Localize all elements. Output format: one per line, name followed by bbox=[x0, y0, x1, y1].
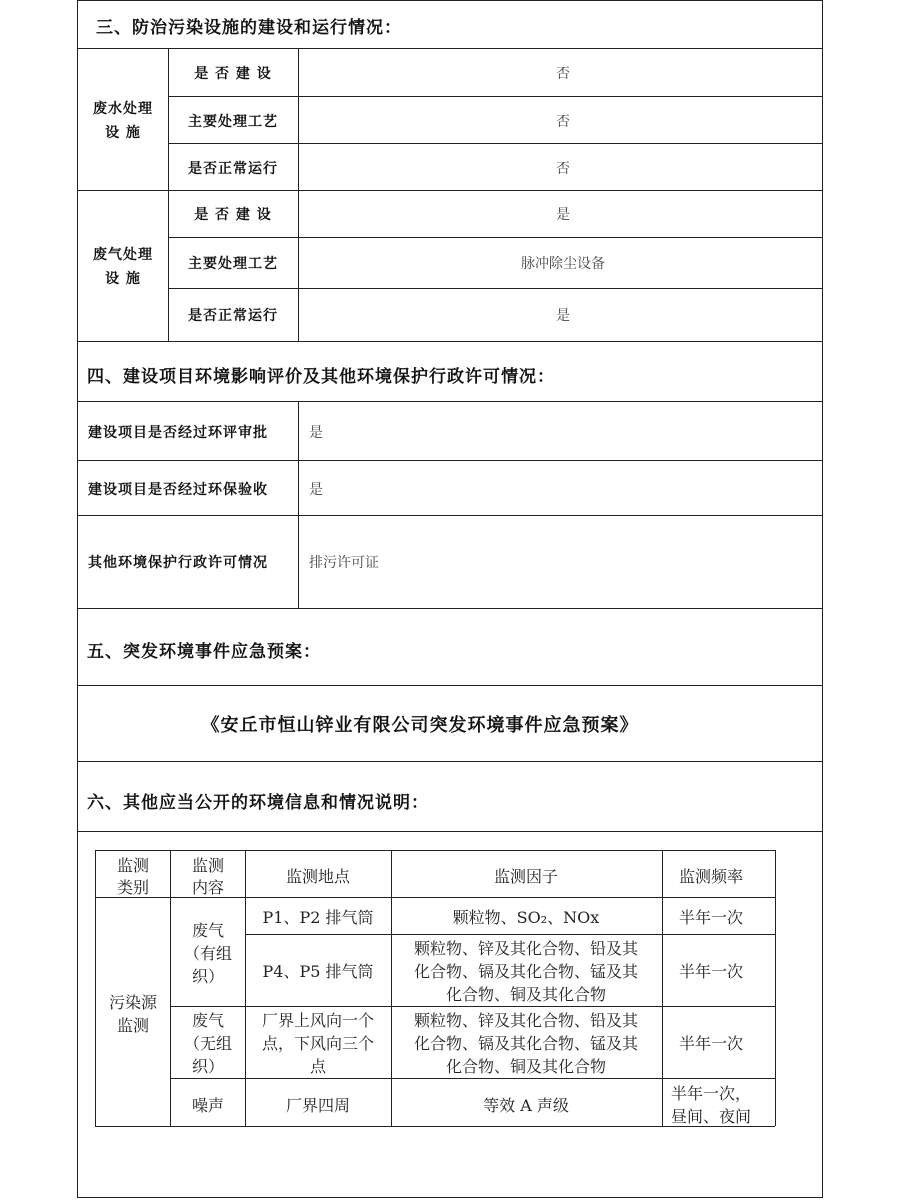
row-value: 否 bbox=[556, 161, 570, 177]
location-cell: 厂界四周 bbox=[285, 1096, 351, 1115]
section-4-title: 四、建设项目环境影响评价及其他环境保护行政许可情况： bbox=[87, 367, 555, 387]
header-cell: 类别 bbox=[116, 878, 150, 897]
wastewater-group-label: 废水处理 bbox=[93, 101, 153, 117]
frequency-cell: 半年一次 bbox=[678, 962, 744, 981]
header-cell: 内容 bbox=[191, 878, 225, 897]
divider bbox=[77, 761, 823, 762]
location-cell: 点，下风向三个 bbox=[261, 1034, 375, 1053]
section-5-title: 五、突发环境事件应急预案： bbox=[87, 642, 321, 662]
frequency-cell: 半年一次， bbox=[670, 1084, 752, 1103]
factor-cell: 颗粒物、锌及其化合物、铅及其 bbox=[413, 939, 639, 958]
wastewater-group-label-2: 设 施 bbox=[105, 125, 141, 141]
row-value: 是 bbox=[556, 308, 570, 324]
row-value: 是 bbox=[309, 425, 323, 441]
row-label: 建设项目是否经过环保验收 bbox=[88, 482, 268, 498]
divider bbox=[168, 48, 169, 341]
divider bbox=[77, 190, 823, 191]
divider bbox=[168, 143, 823, 144]
wastegas-group-label: 废气处理 bbox=[93, 247, 153, 263]
emergency-plan-title: 《安丘市恒山锌业有限公司突发环境事件应急预案》 bbox=[201, 715, 639, 736]
location-cell: P4、P5 排气筒 bbox=[262, 962, 374, 981]
divider bbox=[77, 341, 823, 342]
content-cell: （无组 bbox=[183, 1034, 233, 1053]
factor-cell: 化合物、镉及其化合物、锰及其 bbox=[413, 1034, 639, 1053]
location-cell: 点 bbox=[309, 1057, 327, 1076]
factor-cell: 化合物、镉及其化合物、锰及其 bbox=[413, 962, 639, 981]
divider bbox=[77, 401, 823, 402]
location-cell: P1、P2 排气筒 bbox=[262, 908, 374, 927]
divider bbox=[298, 48, 299, 341]
location-cell: 厂界上风向一个 bbox=[261, 1011, 375, 1030]
divider bbox=[168, 237, 823, 238]
row-value: 是 bbox=[556, 207, 570, 223]
frequency-cell: 半年一次 bbox=[678, 1034, 744, 1053]
divider bbox=[77, 608, 823, 609]
factor-cell: 等效 A 声级 bbox=[483, 1096, 569, 1115]
divider bbox=[77, 515, 823, 516]
content-cell: 织） bbox=[191, 967, 225, 986]
header-cell: 监测因子 bbox=[493, 867, 559, 886]
factor-cell: 化合物、铜及其化合物 bbox=[445, 1057, 607, 1076]
divider bbox=[77, 460, 823, 461]
row-value: 脉冲除尘设备 bbox=[521, 256, 605, 272]
section-3-title: 三、防治污染设施的建设和运行情况： bbox=[96, 18, 402, 38]
divider bbox=[77, 685, 823, 686]
divider bbox=[77, 0, 823, 1]
factor-cell: 颗粒物、SO₂、NOx bbox=[452, 908, 600, 927]
header-cell: 监测 bbox=[191, 856, 225, 875]
divider bbox=[77, 48, 823, 49]
row-value: 否 bbox=[556, 66, 570, 82]
frequency-cell: 半年一次 bbox=[678, 908, 744, 927]
row-label: 建设项目是否经过环评审批 bbox=[88, 425, 268, 441]
content-cell: 废气 bbox=[191, 1011, 225, 1030]
content-cell: 废气 bbox=[191, 921, 225, 940]
content-cell: 噪声 bbox=[191, 1096, 225, 1115]
wastegas-group-label-2: 设 施 bbox=[105, 271, 141, 287]
divider bbox=[77, 831, 823, 832]
header-cell: 监测地点 bbox=[285, 867, 351, 886]
category-cell: 污染源 bbox=[108, 993, 158, 1012]
header-cell: 监测频率 bbox=[678, 867, 744, 886]
row-label: 是 否 建 设 bbox=[194, 66, 272, 82]
content-cell: （有组 bbox=[183, 944, 233, 963]
category-cell: 监测 bbox=[116, 1016, 150, 1035]
row-label: 是否正常运行 bbox=[188, 161, 278, 177]
factor-cell: 颗粒物、锌及其化合物、铅及其 bbox=[413, 1011, 639, 1030]
divider bbox=[298, 401, 299, 608]
section-6-title: 六、其他应当公开的环境信息和情况说明： bbox=[87, 793, 429, 813]
row-label: 是 否 建 设 bbox=[194, 207, 272, 223]
row-label: 主要处理工艺 bbox=[188, 256, 278, 272]
row-value: 排污许可证 bbox=[309, 555, 379, 571]
row-label: 主要处理工艺 bbox=[188, 114, 278, 130]
row-value: 是 bbox=[309, 482, 323, 498]
factor-cell: 化合物、铜及其化合物 bbox=[445, 985, 607, 1004]
row-value: 否 bbox=[556, 114, 570, 130]
content-cell: 织） bbox=[191, 1057, 225, 1076]
divider bbox=[168, 96, 823, 97]
header-cell: 监测 bbox=[116, 856, 150, 875]
row-label: 是否正常运行 bbox=[188, 308, 278, 324]
divider bbox=[168, 288, 823, 289]
row-label: 其他环境保护行政许可情况 bbox=[88, 555, 268, 571]
frequency-cell: 昼间、夜间 bbox=[670, 1107, 752, 1126]
